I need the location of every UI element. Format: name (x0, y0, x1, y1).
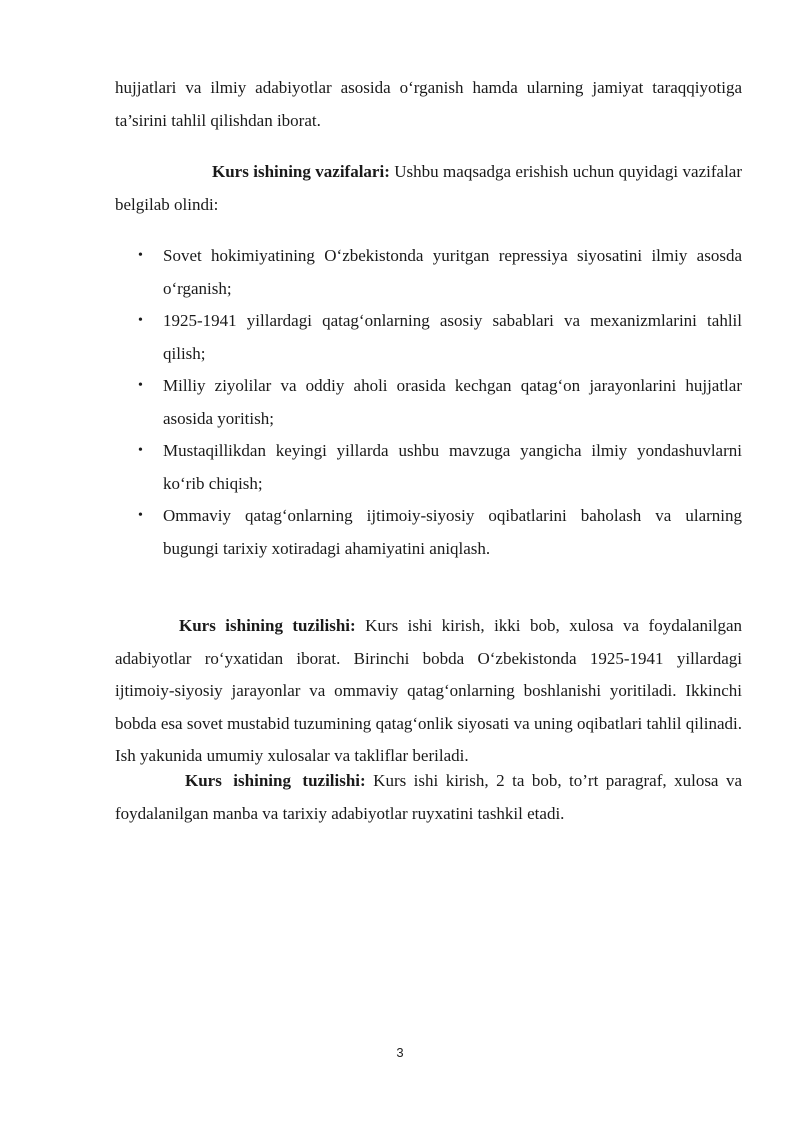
list-item-text: Mustaqillikdan keyingi yillarda ushbu mavzuga yangicha ilmiy yondashuvlarni ko‘rib chiqish; (163, 441, 742, 493)
list-item (115, 435, 742, 500)
intro-paragraph-text: hujjatlari va ilmiy adabiyotlar asosida o‘rganish hamda ularning jamiyat taraqqiyotiga ta’sirini tahlil qilishdan iborat. (115, 78, 742, 130)
list-item-text: Sovet hokimiyatining O‘zbekistonda yuritgan repressiya siyosatini ilmiy asosda o‘rganish; (163, 246, 742, 298)
structure-paragraph-1 (115, 610, 742, 773)
structure-heading-2: Kurs ishining tuzilishi: (185, 771, 366, 790)
tasks-paragraph (115, 156, 742, 221)
structure-text-2: Kurs ishi kirish, 2 ta bob, to’rt paragraf, xulosa va foydalanilgan manba va tarixiy adabiyotlar ruyxatini tashkil etadi. (115, 771, 742, 823)
bullet-icon: • (138, 508, 143, 523)
bullet-icon: • (138, 378, 143, 393)
list-item-text: Ommaviy qatag‘onlarning ijtimoiy-siyosiy oqibatlarini baholash va ularning bugungi tarixiy xotiradagi ahamiyatini aniqlash. (163, 506, 742, 558)
bullet-icon: • (138, 248, 143, 263)
list-item (115, 370, 742, 435)
list-item-text: 1925-1941 yillardagi qatag‘onlarning asosiy sabablari va mexanizmlarini tahlil qilish; (163, 311, 742, 363)
tasks-intro-text: Ushbu maqsadga erishish uchun quyidagi vazifalar belgilab olindi: (115, 162, 742, 214)
structure-text-1: Kurs ishi kirish, ikki bob, xulosa va foydalanilgan adabiyotlar ro‘yxatidan iborat. Birinchi bobda O‘zbekistonda 1925-1941 yillardagi ijtimoiy-siyosiy jarayonlar va ommaviy qatag‘onlarning boshlanishi yoritiladi. Ikkinchi bobda esa sovet mustabid tuzumining qatag‘onlik siyosati va uning oqibatlari tahlil qilinadi. Ish yakunida umumiy xulosalar va takliflar beriladi. (115, 616, 742, 765)
tasks-list (115, 240, 742, 565)
list-item (115, 305, 742, 370)
list-item (115, 500, 742, 565)
bullet-icon: • (138, 443, 143, 458)
structure-heading-1: Kurs ishining tuzilishi: (179, 616, 356, 635)
tasks-heading: Kurs ishining vazifalari: (212, 162, 390, 181)
list-item-text: Milliy ziyolilar va oddiy aholi orasida kechgan qatag‘on jarayonlarini hujjatlar asosida yoritish; (163, 376, 742, 428)
structure-paragraph-2 (115, 765, 742, 830)
intro-paragraph (115, 72, 742, 137)
bullet-icon: • (138, 313, 143, 328)
list-item (115, 240, 742, 305)
page-number: 3 (396, 1045, 404, 1060)
